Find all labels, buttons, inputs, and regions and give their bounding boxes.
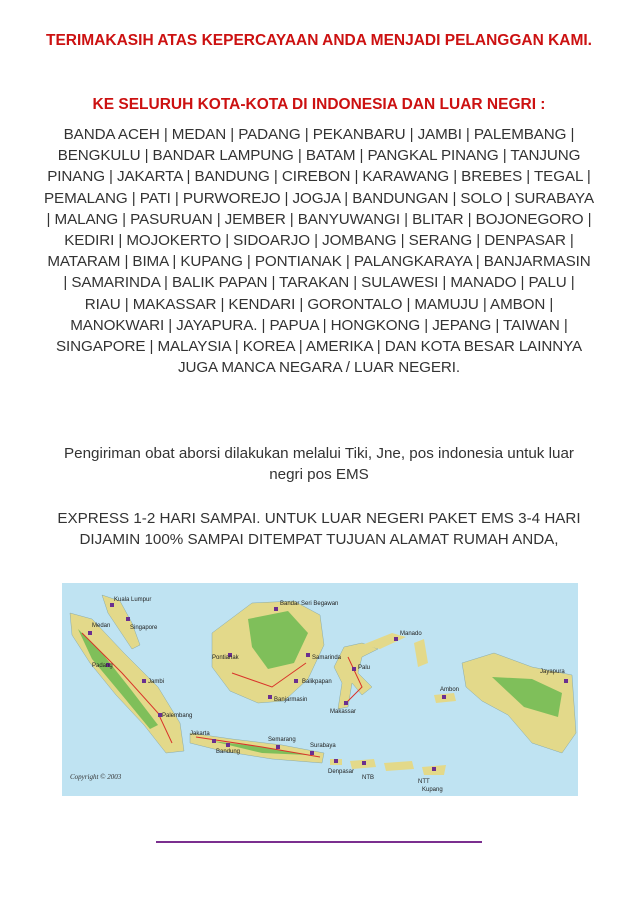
shipping-note: Pengiriman obat aborsi dilakukan melalui Tiki, Jne, pos indonesia untuk luar negri pos EMS <box>64 445 574 483</box>
indonesia-map-image <box>62 583 578 796</box>
svg-text:Makassar: Makassar <box>330 709 357 715</box>
svg-text:Bandung: Bandung <box>216 749 241 755</box>
svg-text:Kupang: Kupang <box>422 787 443 793</box>
city-list: BANDA ACEH | MEDAN | PADANG | PEKANBARU | JAMBI | PALEMBANG | BENGKULU | BANDAR LAMPUNG | BATAM | PANGKAL PINANG | TANJUNG PINANG | JAKARTA | BANDUNG | CIREBON | KARAWANG | BREBES | TEGAL | PEMALANG | PATI | PURWOREJO | JOGJA | BANDUNGAN | SOLO | SURABAYA | MALANG | PASURUAN | JEMBER | BANYUWANGI | BLITAR | BOJONEGORO | KEDIRI | MOJOKERTO | SIDOARJO | JOMBANG | SERANG | DENPASAR | MATARAM | BIMA | KUPANG | PONTIANAK | PALANGKARAYA | BANJARMASIN | SAMARINDA | BALIK PAPAN | TARAKAN | SULAWESI | MANADO | PALU | RIAU | MAKASSAR | KENDARI | GORONTALO | MAMUJU | AMBON | MANOKWARI | JAYAPURA. | PAPUA | HONGKONG | JEPANG | TAIWAN | SINGAPORE | MALAYSIA | KOREA | AMERIKA | DAN KOTA BESAR LAINNYA JUGA MANCA NEGARA / LUAR NEGERI. <box>44 126 594 377</box>
svg-text:Medan: Medan <box>92 623 111 629</box>
svg-text:Surabaya: Surabaya <box>310 743 336 749</box>
svg-text:Singapore: Singapore <box>130 625 158 631</box>
svg-text:NTB: NTB <box>362 775 374 781</box>
svg-text:Padang: Padang <box>92 663 113 669</box>
svg-text:Denpasar: Denpasar <box>328 769 355 775</box>
divider-line <box>156 841 482 843</box>
svg-text:NTT: NTT <box>418 779 430 785</box>
svg-text:Palu: Palu <box>358 665 371 671</box>
svg-text:Kuala Lumpur: Kuala Lumpur <box>114 597 152 603</box>
svg-text:Jakarta: Jakarta <box>190 731 210 737</box>
svg-text:Manado: Manado <box>400 631 422 637</box>
delivery-note: EXPRESS 1-2 HARI SAMPAI. UNTUK LUAR NEGERI PAKET EMS 3-4 HARI DIJAMIN 100% SAMPAI DITEMPAT TUJUAN ALAMAT RUMAH ANDA, <box>57 510 581 548</box>
thank-you-heading: TERIMAKASIH ATAS KEPERCAYAAN ANDA MENJADI PELANGGAN KAMI. <box>46 32 592 49</box>
svg-text:Pontianak: Pontianak <box>212 655 239 661</box>
svg-text:Jambi: Jambi <box>148 679 165 685</box>
svg-text:Banjarmasin: Banjarmasin <box>274 697 308 703</box>
svg-text:Jayapura: Jayapura <box>540 669 565 675</box>
svg-text:Semarang: Semarang <box>268 737 296 743</box>
map-copyright: Copyright © 2003 <box>70 773 122 781</box>
svg-text:Bandar Seri Begawan: Bandar Seri Begawan <box>280 601 339 607</box>
svg-text:Ambon: Ambon <box>440 687 460 693</box>
svg-text:Samarinda: Samarinda <box>312 655 342 661</box>
indonesia-map <box>62 583 578 796</box>
svg-text:Palembang: Palembang <box>162 713 193 719</box>
svg-text:Balikpapan: Balikpapan <box>302 679 332 685</box>
coverage-heading: KE SELURUH KOTA-KOTA DI INDONESIA DAN LUAR NEGRI : <box>92 96 546 113</box>
